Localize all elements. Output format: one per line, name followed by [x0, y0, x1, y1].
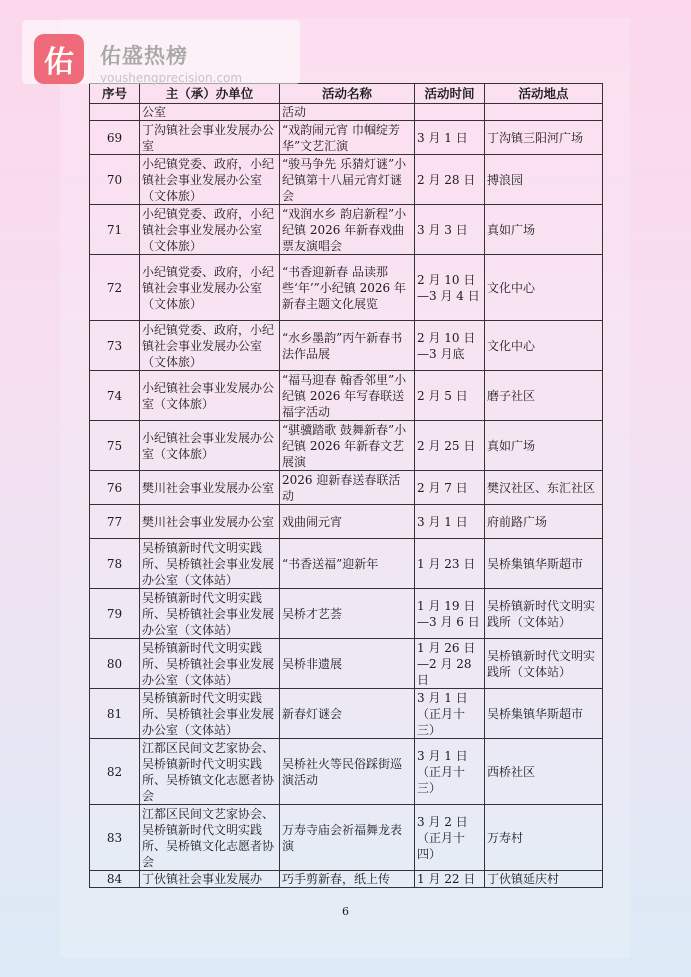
cell-activity-time — [415, 104, 485, 121]
cell-number: 71 — [90, 205, 140, 255]
cell-number: 69 — [90, 121, 140, 155]
table-row — [90, 421, 603, 471]
cell-organizer: 吴桥镇新时代文明实践所、吴桥镇社会事业发展办公室（文体站） — [140, 689, 280, 739]
cell-activity-name: 活动 — [280, 104, 415, 121]
cell-activity-name: “骏马争先 乐猜灯谜”小纪镇第十八届元宵灯谜会 — [280, 155, 415, 205]
header-activity-time: 活动时间 — [415, 84, 485, 104]
cell-organizer: 丁沟镇社会事业发展办公室 — [140, 121, 280, 155]
table-row — [90, 739, 603, 805]
cell-number: 73 — [90, 321, 140, 371]
cell-activity-place: 万寿村 — [485, 805, 603, 871]
cell-organizer: 公室 — [140, 104, 280, 121]
cell-organizer: 樊川社会事业发展办公室 — [140, 471, 280, 505]
cell-number: 84 — [90, 871, 140, 888]
cell-number: 80 — [90, 639, 140, 689]
cell-activity-name: “水乡墨韵”丙午新春书法作品展 — [280, 321, 415, 371]
cell-activity-time: 3 月 1 日 — [415, 121, 485, 155]
cell-organizer: 吴桥镇新时代文明实践所、吴桥镇社会事业发展办公室（文体站） — [140, 589, 280, 639]
table-row — [90, 371, 603, 421]
cell-organizer: 江都区民间文艺家协会、吴桥镇新时代文明实践所、吴桥镇文化志愿者协会 — [140, 739, 280, 805]
cell-number: 83 — [90, 805, 140, 871]
watermark-banner — [22, 20, 300, 84]
header-number: 序号 — [90, 84, 140, 104]
table-row — [90, 321, 603, 371]
cell-activity-place: 丁伙镇延庆村 — [485, 871, 603, 888]
cell-activity-place: 吴桥集镇华斯超市 — [485, 689, 603, 739]
brand-logo-icon: 佑 — [34, 34, 84, 84]
cell-activity-time: 1 月 19 日—3 月 6 日 — [415, 589, 485, 639]
cell-activity-place — [485, 104, 603, 121]
table-row — [90, 589, 603, 639]
cell-organizer: 小纪镇社会事业发展办公室（文体旅） — [140, 371, 280, 421]
cell-activity-place: 樊汉社区、东汇社区 — [485, 471, 603, 505]
cell-activity-name: “书香送福”迎新年 — [280, 539, 415, 589]
cell-activity-place: 搏浪园 — [485, 155, 603, 205]
cell-activity-place: 吴桥镇新时代文明实践所（文体站） — [485, 589, 603, 639]
cell-activity-time: 2 月 28 日 — [415, 155, 485, 205]
cell-activity-time: 2 月 10 日—3 月 4 日 — [415, 255, 485, 321]
cell-activity-name: “骐骥踏歌 鼓舞新春”小纪镇 2026 年新春文艺展演 — [280, 421, 415, 471]
cell-number: 70 — [90, 155, 140, 205]
table-row — [90, 255, 603, 321]
cell-activity-name: “福马迎春 翰香邻里”小纪镇 2026 年写春联送福字活动 — [280, 371, 415, 421]
cell-activity-name: 吴桥才艺荟 — [280, 589, 415, 639]
events-table — [89, 83, 603, 888]
table-row — [90, 155, 603, 205]
cell-activity-place: 文化中心 — [485, 321, 603, 371]
cell-activity-time: 2 月 25 日 — [415, 421, 485, 471]
table-row — [90, 639, 603, 689]
header-organizer: 主（承）办单位 — [140, 84, 280, 104]
table-row — [90, 805, 603, 871]
table-row — [90, 539, 603, 589]
cell-activity-time: 1 月 26 日—2 月 28 日 — [415, 639, 485, 689]
cell-activity-name: “戏润水乡 韵启新程”小纪镇 2026 年新春戏曲票友演唱会 — [280, 205, 415, 255]
cell-organizer: 樊川社会事业发展办公室 — [140, 505, 280, 539]
cell-organizer: 小纪镇党委、政府，小纪镇社会事业发展办公室（文体旅） — [140, 255, 280, 321]
cell-activity-name: 吴桥非遗展 — [280, 639, 415, 689]
cell-number: 76 — [90, 471, 140, 505]
cell-activity-time: 2 月 5 日 — [415, 371, 485, 421]
cell-organizer: 小纪镇党委、政府，小纪镇社会事业发展办公室（文体旅） — [140, 321, 280, 371]
cell-number: 74 — [90, 371, 140, 421]
cell-activity-name: 2026 迎新春送春联活动 — [280, 471, 415, 505]
brand-url: youshengprecision.com — [100, 71, 243, 85]
table-row — [90, 871, 603, 888]
cell-activity-time: 1 月 23 日 — [415, 539, 485, 589]
cell-number — [90, 104, 140, 121]
cell-activity-time: 3 月 2 日（正月十四） — [415, 805, 485, 871]
cell-organizer: 小纪镇社会事业发展办公室（文体旅） — [140, 421, 280, 471]
cell-activity-time: 3 月 3 日 — [415, 205, 485, 255]
cell-activity-place: 吴桥集镇华斯超市 — [485, 539, 603, 589]
cell-activity-place: 西桥社区 — [485, 739, 603, 805]
cell-number: 78 — [90, 539, 140, 589]
cell-activity-name: 吴桥社火等民俗踩街巡演活动 — [280, 739, 415, 805]
cell-number: 82 — [90, 739, 140, 805]
cell-activity-name: 新春灯谜会 — [280, 689, 415, 739]
cell-organizer: 江都区民间文艺家协会、吴桥镇新时代文明实践所、吴桥镇文化志愿者协会 — [140, 805, 280, 871]
cell-activity-place: 磨子社区 — [485, 371, 603, 421]
table-row — [90, 205, 603, 255]
table-row-continuation — [90, 104, 603, 121]
cell-number: 75 — [90, 421, 140, 471]
cell-activity-place: 文化中心 — [485, 255, 603, 321]
cell-organizer: 小纪镇党委、政府，小纪镇社会事业发展办公室（文体旅） — [140, 205, 280, 255]
cell-organizer: 丁伙镇社会事业发展办 — [140, 871, 280, 888]
cell-activity-name: 万寿寺庙会祈福舞龙表演 — [280, 805, 415, 871]
table-row — [90, 689, 603, 739]
cell-number: 77 — [90, 505, 140, 539]
cell-activity-name: “戏韵闹元宵 巾帼绽芳华”文艺汇演 — [280, 121, 415, 155]
page-number: 6 — [342, 905, 349, 918]
cell-activity-time: 3 月 1 日（正月十三） — [415, 689, 485, 739]
brand-name: 佑盛热榜 — [100, 44, 188, 68]
cell-organizer: 吴桥镇新时代文明实践所、吴桥镇社会事业发展办公室（文体站） — [140, 539, 280, 589]
header-activity-place: 活动地点 — [485, 84, 603, 104]
cell-number: 81 — [90, 689, 140, 739]
cell-activity-time: 2 月 10 日—3 月底 — [415, 321, 485, 371]
cell-activity-place: 丁沟镇三阳河广场 — [485, 121, 603, 155]
table-row — [90, 505, 603, 539]
cell-number: 79 — [90, 589, 140, 639]
header-activity-name: 活动名称 — [280, 84, 415, 104]
table-row — [90, 121, 603, 155]
cell-organizer: 小纪镇党委、政府，小纪镇社会事业发展办公室（文体旅） — [140, 155, 280, 205]
cell-organizer: 吴桥镇新时代文明实践所、吴桥镇社会事业发展办公室（文体站） — [140, 639, 280, 689]
table-header-row — [90, 84, 603, 104]
cell-activity-time: 3 月 1 日 — [415, 505, 485, 539]
cell-activity-place: 府前路广场 — [485, 505, 603, 539]
cell-activity-time: 3 月 1 日（正月十三） — [415, 739, 485, 805]
table-row — [90, 471, 603, 505]
cell-activity-time: 1 月 22 日 — [415, 871, 485, 888]
cell-activity-time: 2 月 7 日 — [415, 471, 485, 505]
cell-activity-place: 真如广场 — [485, 205, 603, 255]
cell-activity-name: “书香迎新春 品读那些‘年’”小纪镇 2026 年新春主题文化展览 — [280, 255, 415, 321]
cell-activity-place: 吴桥镇新时代文明实践所（文体站） — [485, 639, 603, 689]
cell-activity-name: 巧手剪新春，纸上传 — [280, 871, 415, 888]
cell-activity-name: 戏曲闹元宵 — [280, 505, 415, 539]
cell-activity-place: 真如广场 — [485, 421, 603, 471]
cell-number: 72 — [90, 255, 140, 321]
